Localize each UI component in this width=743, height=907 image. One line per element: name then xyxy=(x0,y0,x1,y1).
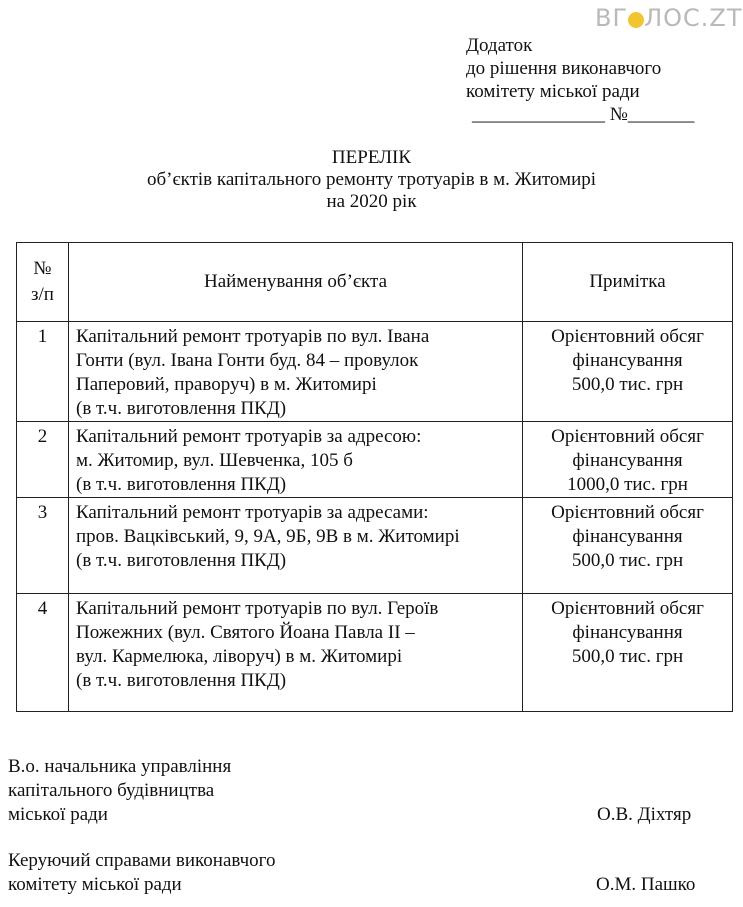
addendum-line: Додаток xyxy=(466,35,533,56)
name-line: Паперовий, праворуч) в м. Житомирі xyxy=(76,374,377,395)
note-line: фінансування xyxy=(572,622,683,643)
note-line: Орієнтовний обсяг xyxy=(551,502,704,523)
row-note xyxy=(523,498,733,594)
position-line: Керуючий справами виконавчого xyxy=(8,850,276,871)
row-name xyxy=(69,422,523,498)
position-line: капітального будівництва xyxy=(8,780,215,801)
signature-name-1: О.В. Діхтяр xyxy=(597,804,692,825)
name-line: пров. Вацківський, 9, 9А, 9Б, 9В в м. Житомирі xyxy=(76,526,460,547)
position-line: комітету міської ради xyxy=(8,874,182,895)
name-line: Капітальний ремонт тротуарів по вул. Героїв xyxy=(76,598,439,619)
row-note xyxy=(523,322,733,422)
heading-year: на 2020 рік xyxy=(326,191,417,212)
watermark-logo: ВГ ЛОС.ZT xyxy=(595,4,743,32)
note-line: фінансування xyxy=(572,526,683,547)
heading-subtitle: об’єктів капітального ремонту тротуарів в м. Житомирі xyxy=(146,169,597,190)
name-line: м. Житомир, вул. Шевченка, 105 б xyxy=(76,450,353,471)
addendum-line: до рішення виконавчого xyxy=(466,58,662,79)
position-line: міської ради xyxy=(8,804,108,825)
table-row xyxy=(17,322,733,422)
note-line: 500,0 тис. грн xyxy=(571,374,684,395)
note-line: фінансування xyxy=(572,350,683,371)
note-line: Орієнтовний обсяг xyxy=(551,426,704,447)
signature-position-1 xyxy=(8,755,231,827)
note-line: 500,0 тис. грн xyxy=(571,646,684,667)
logo-dot-icon xyxy=(628,12,644,28)
heading-title: ПЕРЕЛІК xyxy=(331,147,412,168)
name-line: (в т.ч. виготовлення ПКД) xyxy=(76,550,287,571)
addendum-line: комітету міської ради xyxy=(466,81,640,102)
header-num-line2: з/п xyxy=(31,284,54,305)
note-line: Орієнтовний обсяг xyxy=(551,598,704,619)
header-name: Найменування об’єкта xyxy=(69,243,523,322)
addendum-block xyxy=(466,34,694,126)
name-line: Гонти (вул. Івана Гонти буд. 84 – провулок xyxy=(76,350,419,371)
header-num-line1: № xyxy=(33,258,52,279)
signature-position-2 xyxy=(8,849,276,897)
name-line: (в т.ч. виготовлення ПКД) xyxy=(76,398,287,419)
signature-name-2: О.М. Пашко xyxy=(596,874,696,895)
table-row xyxy=(17,422,733,498)
header-num xyxy=(17,243,69,322)
row-note xyxy=(523,594,733,712)
table-row xyxy=(17,594,733,712)
name-line: (в т.ч. виготовлення ПКД) xyxy=(76,670,287,691)
name-line: вул. Кармелюка, ліворуч) в м. Житомирі xyxy=(76,646,403,667)
row-num: 1 xyxy=(17,322,69,422)
note-line: 1000,0 тис. грн xyxy=(567,474,688,495)
table-row xyxy=(17,498,733,594)
row-note xyxy=(523,422,733,498)
row-name xyxy=(69,594,523,712)
note-line: фінансування xyxy=(572,450,683,471)
document-heading xyxy=(0,147,743,213)
row-num: 3 xyxy=(17,498,69,594)
table-header-row xyxy=(17,243,733,322)
note-line: 500,0 тис. грн xyxy=(571,550,684,571)
name-line: Пожежних (вул. Святого Йоана Павла ІІ – xyxy=(76,622,415,643)
row-num: 2 xyxy=(17,422,69,498)
name-line: Капітальний ремонт тротуарів по вул. Івана xyxy=(76,326,430,347)
row-name xyxy=(69,322,523,422)
name-line: Капітальний ремонт тротуарів за адресами: xyxy=(76,502,429,523)
name-line: Капітальний ремонт тротуарів за адресою: xyxy=(76,426,422,447)
name-line: (в т.ч. виготовлення ПКД) xyxy=(76,474,287,495)
addendum-number-line: ______________ №_______ xyxy=(472,104,695,125)
objects-table xyxy=(16,242,733,712)
row-name xyxy=(69,498,523,594)
note-line: Орієнтовний обсяг xyxy=(551,326,704,347)
header-note: Примітка xyxy=(523,243,733,322)
position-line: В.о. начальника управління xyxy=(8,756,232,777)
row-num: 4 xyxy=(17,594,69,712)
